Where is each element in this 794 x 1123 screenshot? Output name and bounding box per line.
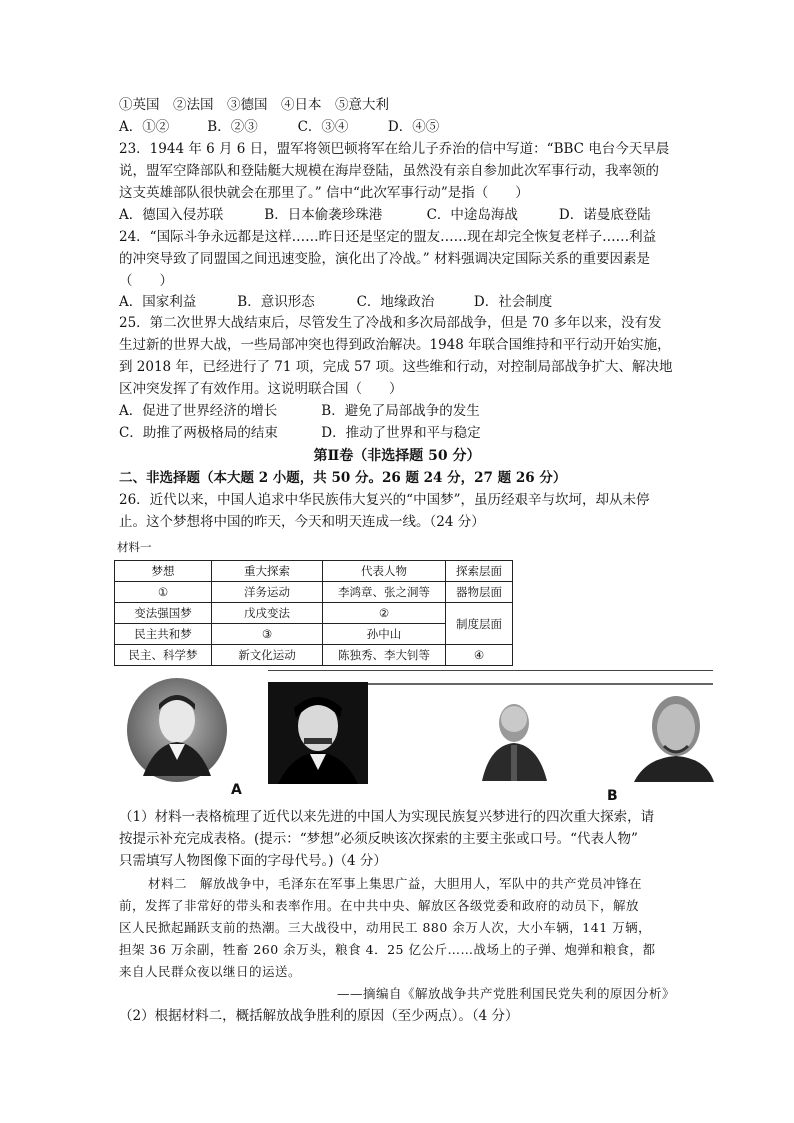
q25-option-d[interactable]: D．推动了世界和平与稳定 — [321, 425, 481, 441]
q22-option-b[interactable]: B．②③ — [207, 119, 258, 135]
table-header: 探索层面 — [446, 561, 513, 582]
table-header: 代表人物 — [323, 561, 446, 582]
q24-option-d[interactable]: D．社会制度 — [473, 294, 553, 310]
table-header: 梦想 — [115, 561, 212, 582]
portrait-1 — [125, 676, 230, 784]
q25-stem-2: 生过新的世界大战，一些局部冲突也得到政治解决。1948 年联合国维持和平行动开始实施， — [119, 337, 671, 353]
table-header: 重大探索 — [212, 561, 323, 582]
q26-stem-2: 止。这个梦想将中国的昨天，今天和明天连成一线。（24 分） — [119, 514, 485, 530]
q25-options-row2 — [119, 423, 481, 443]
q24-stem-1: 24．“国际斗争永远都是这样……昨日还是坚定的盟友……现在却完全恢复老样子……利益 — [119, 229, 657, 245]
material2-line-4: 担架 36 万余副，牲畜 260 余万头，粮食 4．25 亿公斤……战场上的子弹、炮弹和粮食，都 — [119, 942, 656, 957]
material1-table — [114, 560, 513, 666]
material2-source: ——摘编自《解放战争共产党胜利国民党失利的原因分析》 — [337, 986, 676, 1001]
q26-sub1-2: 按提示补充完成表格。(提示：“梦想”必须反映该次探索的主要主张或口号。“代表人物” — [119, 831, 638, 847]
part2-title: 第Ⅱ卷（非选择题 50 分） — [313, 448, 481, 464]
q23-stem-1: 23．1944 年 6 月 6 日，盟军将领巴顿将军在给儿子乔治的信中写道：“BBC 电台今天早晨 — [119, 141, 670, 157]
q22-option-d[interactable]: D．④⑤ — [387, 119, 440, 135]
q25-options-row1 — [119, 401, 480, 421]
q25-option-c[interactable]: C．助推了两极格局的结束 — [119, 425, 278, 441]
table-cell: 陈独秀、李大钊等 — [323, 645, 446, 666]
table-cell: ① — [115, 582, 212, 603]
table-cell: 戊戌变法 — [212, 603, 323, 624]
table-cell: ② — [323, 603, 446, 624]
q26-stem-1: 26．近代以来，中国人追求中华民族伟大复兴的“中国梦”，虽历经艰辛与坎坷，却从未停 — [119, 492, 650, 508]
q25-stem-1: 25．第二次世界大战结束后，尽管发生了冷战和多次局部战争，但是 70 多年以来，没有发 — [119, 315, 662, 331]
q23-option-c[interactable]: C．中途岛海战 — [426, 207, 518, 223]
q22-option-c[interactable]: C．③④ — [297, 119, 349, 135]
q25-stem-3: 到 2018 年，已经进行了 71 项，完成 57 项。这些维和行动，对控制局部战争扩大、解决地 — [119, 359, 673, 375]
q24-option-a[interactable]: A．国家利益 — [119, 294, 197, 310]
material2-line-5: 来自人民群众夜以继日的运送。 — [119, 964, 302, 979]
table-cell: 孙中山 — [323, 624, 446, 645]
portrait-2 — [268, 682, 368, 784]
table-cell: 洋务运动 — [212, 582, 323, 603]
portrait-3 — [478, 693, 551, 781]
portrait-label-a: A — [231, 782, 242, 798]
table-cell: 李鸿章、张之洞等 — [323, 582, 446, 603]
table-cell: 制度层面 — [446, 603, 513, 645]
q26-sub2: （2）根据材料二，概括解放战争胜利的原因（至少两点）。（4 分） — [119, 1008, 519, 1024]
material2-line-3: 区人民掀起踊跃支前的热潮。三大战役中，动用民工 880 余万人次，大小车辆，141 万辆， — [119, 920, 652, 935]
q23-options — [119, 205, 651, 225]
q25-stem-4: 区冲突发挥了有效作用。这说明联合国（ ） — [119, 381, 403, 397]
q22-options — [119, 117, 439, 137]
table-cell: 器物层面 — [446, 582, 513, 603]
q26-sub1-3: 只需填写人物图像下面的字母代号。)（4 分） — [119, 853, 387, 869]
q23-stem-3: 这支英雄部队很快就会在那里了。” 信中“此次军事行动”是指（ ） — [119, 185, 529, 201]
table-cell: 民主共和梦 — [115, 624, 212, 645]
table-row — [115, 603, 513, 624]
q24-stem-2: 的冲突导致了同盟国之间迅速变脸，演化出了冷战。” 材料强调决定国际关系的重要因素是 — [119, 251, 650, 267]
table-cell: ④ — [446, 645, 513, 666]
q23-option-b[interactable]: B．日本偷袭珍珠港 — [264, 207, 383, 223]
q26-sub1-1: （1）材料一表格梳理了近代以来先进的中国人为实现民族复兴梦进行的四次重大探索，请 — [119, 809, 655, 825]
table-row — [115, 582, 513, 603]
table-row — [115, 645, 513, 666]
q23-option-a[interactable]: A．德国入侵苏联 — [119, 207, 224, 223]
portrait-label-b: B — [607, 788, 618, 804]
material1-label: 材料一 — [117, 540, 152, 554]
table-header-row — [115, 561, 513, 582]
q25-option-b[interactable]: B．避免了局部战争的发生 — [321, 403, 480, 419]
q24-option-b[interactable]: B．意识形态 — [237, 294, 315, 310]
section-heading: 二、非选择题（本大题 2 小题，共 50 分。26 题 24 分，27 题 26 分） — [119, 470, 567, 486]
material2-line-1: 材料二 解放战争中，毛泽东在军事上集思广益，大胆用人，军队中的共产党员冲锋在 — [148, 876, 643, 891]
q23-option-d[interactable]: D．诺曼底登陆 — [558, 207, 651, 223]
q24-option-c[interactable]: C．地缘政治 — [356, 294, 435, 310]
q22-option-a[interactable]: A．①② — [119, 119, 170, 135]
table-cell: ③ — [212, 624, 323, 645]
material2-line-2: 前，发挥了非常好的带头和表率作用。在中共中央、解放区各级党委和政府的动员下，解放 — [119, 898, 640, 913]
q23-stem-2: 说，盟军空降部队和登陆艇大规模在海岸登陆，虽然没有亲自参加此次军事行动，我率领的 — [119, 163, 659, 179]
q25-option-a[interactable]: A．促进了世界经济的增长 — [119, 403, 278, 419]
q24-stem-3: （ ） — [119, 273, 173, 289]
table-cell: 变法强国梦 — [115, 603, 212, 624]
table-cell: 新文化运动 — [212, 645, 323, 666]
portrait-4 — [634, 686, 714, 782]
table-cell: 民主、科学梦 — [115, 645, 212, 666]
q24-options — [119, 292, 552, 312]
q22-items: ①英国 ②法国 ③德国 ④日本 ⑤意大利 — [119, 97, 389, 113]
